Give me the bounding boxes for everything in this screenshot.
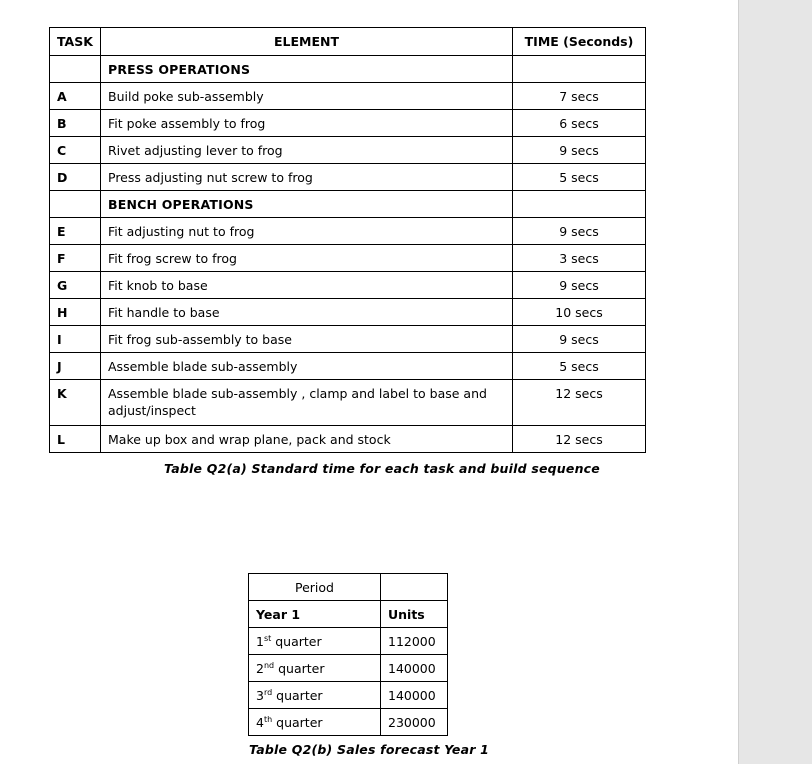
task-id: G xyxy=(50,272,101,299)
sales-table-body xyxy=(249,574,448,736)
task-element: Fit poke assembly to frog xyxy=(101,110,513,137)
task-element: Assemble blade sub-assembly , clamp and label to base and adjust/inspect xyxy=(101,380,513,426)
quarter-row xyxy=(249,709,448,736)
quarter-units: 140000 xyxy=(381,655,448,682)
task-time-table xyxy=(49,27,646,453)
task-id: J xyxy=(50,353,101,380)
task-time: 10 secs xyxy=(513,299,646,326)
task-id: D xyxy=(50,164,101,191)
quarter-number: 3 xyxy=(256,687,264,703)
task-element: Press adjusting nut screw to frog xyxy=(101,164,513,191)
task-element: Fit handle to base xyxy=(101,299,513,326)
task-id: A xyxy=(50,83,101,110)
task-element: Fit frog sub-assembly to base xyxy=(101,326,513,353)
task-row xyxy=(50,299,646,326)
header-element: ELEMENT xyxy=(101,28,513,56)
quarter-ordinal: nd xyxy=(263,660,275,670)
task-element: Build poke sub-assembly xyxy=(101,83,513,110)
task-row xyxy=(50,426,646,453)
task-time: 9 secs xyxy=(513,272,646,299)
sales-period-row xyxy=(249,574,448,601)
quarter-ordinal: rd xyxy=(263,687,273,697)
task-table-header-row xyxy=(50,28,646,56)
task-row xyxy=(50,137,646,164)
task-row xyxy=(50,110,646,137)
task-element: Make up box and wrap plane, pack and stock xyxy=(101,426,513,453)
task-time: 12 secs xyxy=(513,380,646,426)
section-task-cell xyxy=(50,56,101,83)
quarter-label xyxy=(249,628,381,655)
quarter-word: quarter xyxy=(272,714,323,730)
quarter-row xyxy=(249,682,448,709)
quarter-ordinal: th xyxy=(263,714,273,724)
task-table-body xyxy=(50,56,646,453)
task-row xyxy=(50,353,646,380)
task-time: 9 secs xyxy=(513,137,646,164)
task-row xyxy=(50,245,646,272)
sales-header-row xyxy=(249,601,448,628)
task-row xyxy=(50,380,646,426)
section-row xyxy=(50,191,646,218)
header-time: TIME (Seconds) xyxy=(513,28,646,56)
task-element: Assemble blade sub-assembly xyxy=(101,353,513,380)
task-time: 9 secs xyxy=(513,326,646,353)
sales-forecast-table xyxy=(248,573,448,736)
quarter-units: 140000 xyxy=(381,682,448,709)
header-task: TASK xyxy=(50,28,101,56)
quarter-number: 4 xyxy=(256,714,264,730)
task-table-caption: Table Q2(a) Standard time for each task and build sequence xyxy=(164,461,600,476)
task-id: E xyxy=(50,218,101,245)
quarter-number: 1 xyxy=(256,633,264,649)
quarter-row xyxy=(249,628,448,655)
task-row xyxy=(50,326,646,353)
task-element: Fit frog screw to frog xyxy=(101,245,513,272)
task-id: C xyxy=(50,137,101,164)
section-time-cell xyxy=(513,191,646,218)
quarter-units: 112000 xyxy=(381,628,448,655)
viewer-gutter xyxy=(738,0,812,764)
quarter-word: quarter xyxy=(271,633,322,649)
units-label: Units xyxy=(381,601,448,628)
task-time: 6 secs xyxy=(513,110,646,137)
section-title: PRESS OPERATIONS xyxy=(101,56,513,83)
period-label: Period xyxy=(249,574,381,601)
quarter-word: quarter xyxy=(272,687,323,703)
section-task-cell xyxy=(50,191,101,218)
year-label: Year 1 xyxy=(249,601,381,628)
task-time: 5 secs xyxy=(513,164,646,191)
quarter-word: quarter xyxy=(274,660,325,676)
task-element: Rivet adjusting lever to frog xyxy=(101,137,513,164)
task-id: K xyxy=(50,380,101,426)
quarter-row xyxy=(249,655,448,682)
period-value xyxy=(381,574,448,601)
task-id: L xyxy=(50,426,101,453)
task-id: I xyxy=(50,326,101,353)
section-time-cell xyxy=(513,56,646,83)
quarter-label xyxy=(249,655,381,682)
task-row xyxy=(50,164,646,191)
quarter-label xyxy=(249,682,381,709)
quarter-ordinal: st xyxy=(263,633,272,643)
section-title: BENCH OPERATIONS xyxy=(101,191,513,218)
task-id: H xyxy=(50,299,101,326)
task-row xyxy=(50,272,646,299)
task-time: 5 secs xyxy=(513,353,646,380)
quarter-units: 230000 xyxy=(381,709,448,736)
task-time: 9 secs xyxy=(513,218,646,245)
task-time: 7 secs xyxy=(513,83,646,110)
task-id: B xyxy=(50,110,101,137)
task-element: Fit knob to base xyxy=(101,272,513,299)
task-row xyxy=(50,83,646,110)
section-row xyxy=(50,56,646,83)
sales-table-caption: Table Q2(b) Sales forecast Year 1 xyxy=(249,742,490,757)
task-time: 3 secs xyxy=(513,245,646,272)
quarter-label xyxy=(249,709,381,736)
task-row xyxy=(50,218,646,245)
quarter-number: 2 xyxy=(256,660,264,676)
task-element: Fit adjusting nut to frog xyxy=(101,218,513,245)
task-time: 12 secs xyxy=(513,426,646,453)
task-id: F xyxy=(50,245,101,272)
